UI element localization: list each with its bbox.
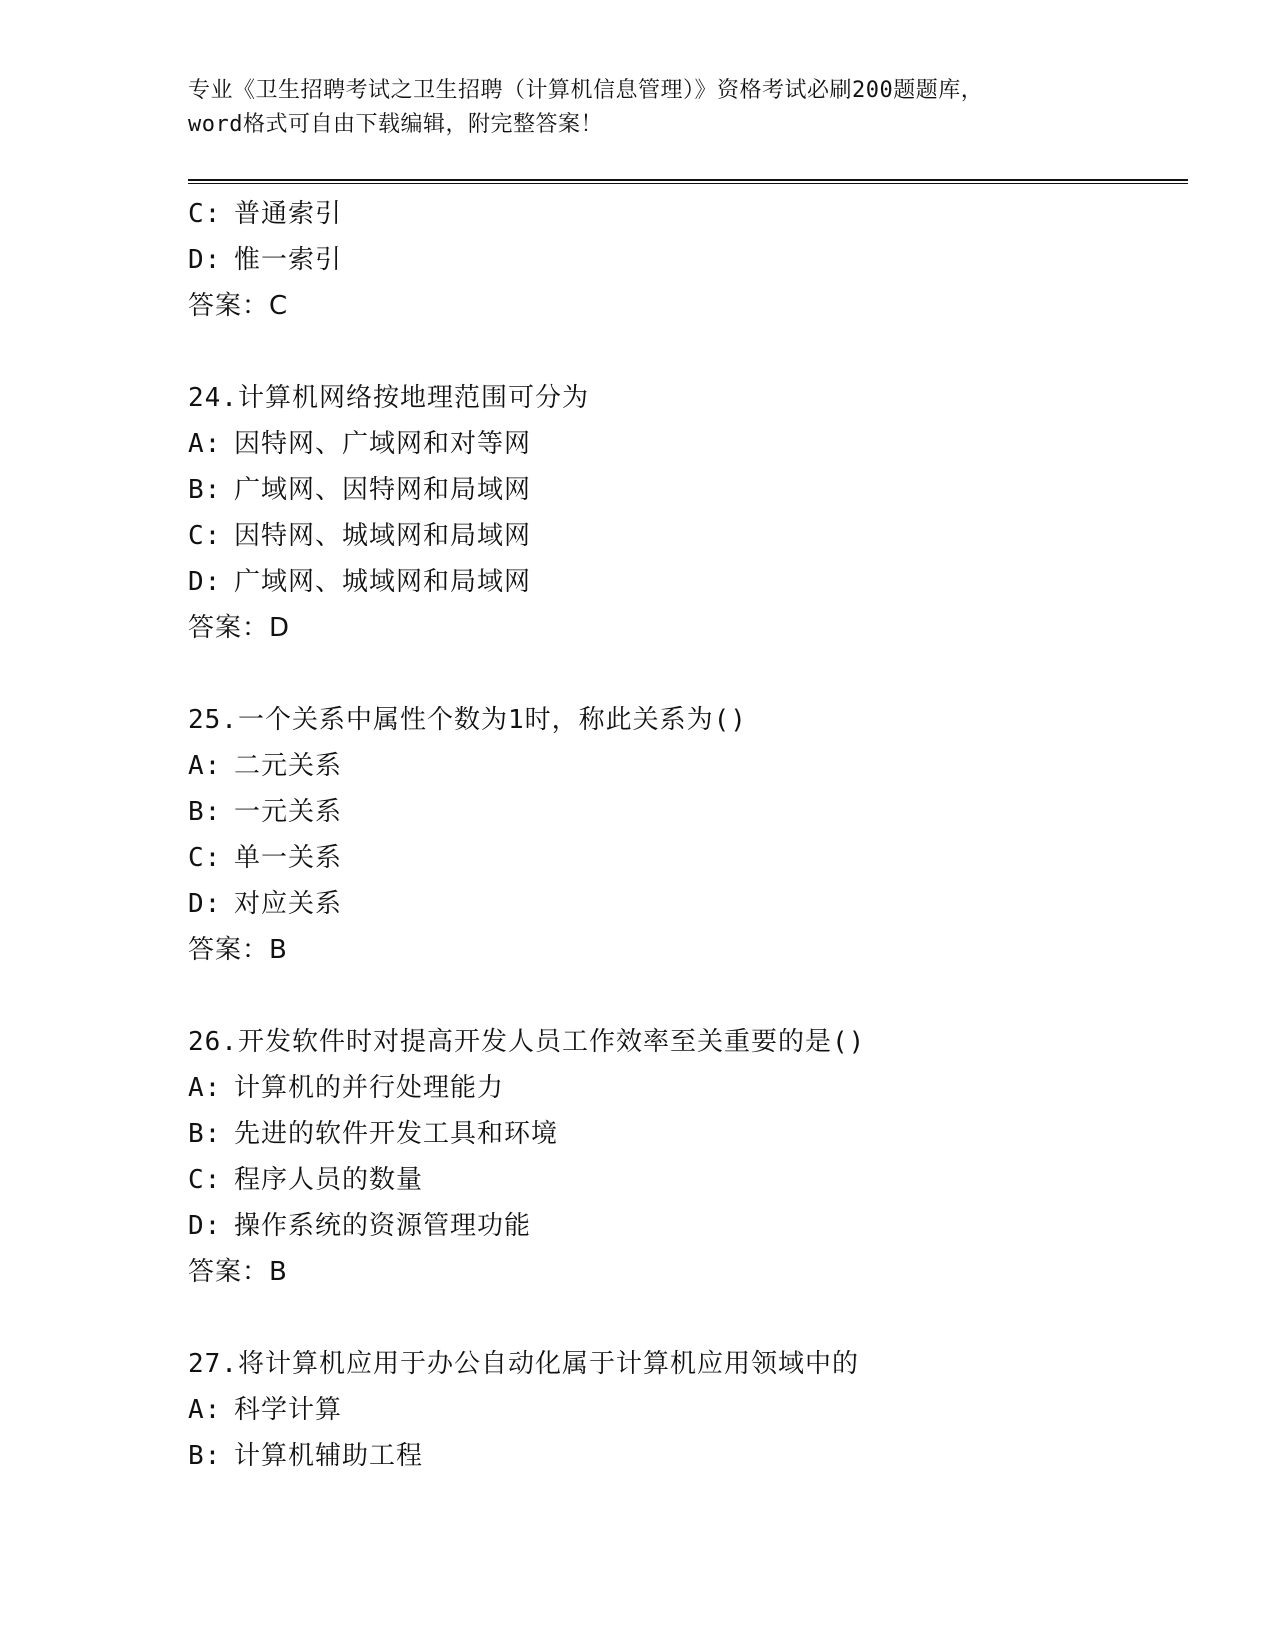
option-row: [188, 881, 1188, 927]
option-key: C:: [188, 1165, 222, 1195]
question-spacer: [188, 329, 1188, 375]
option-key: C:: [188, 199, 222, 229]
option-text: 操作系统的资源管理功能: [234, 1211, 532, 1241]
option-text: 单一关系: [234, 843, 343, 873]
option-text: 因特网、城域网和局域网: [234, 521, 532, 551]
answer-line: 答案：B: [188, 1257, 288, 1287]
question-stem: 24.计算机网络按地理范围可分为: [188, 383, 589, 413]
option-key: B:: [188, 797, 222, 827]
option-row: [188, 835, 1188, 881]
option-row: [188, 1111, 1188, 1157]
option-text: 广域网、因特网和局域网: [234, 475, 532, 505]
option-key: B:: [188, 1119, 222, 1149]
option-row: [188, 789, 1188, 835]
option-key: A:: [188, 751, 222, 781]
option-text: 一元关系: [234, 797, 343, 827]
option-row: [188, 1433, 1188, 1479]
question-spacer: [188, 973, 1188, 1019]
option-key: B:: [188, 475, 222, 505]
option-row: [188, 1203, 1188, 1249]
option-text: 因特网、广域网和对等网: [234, 429, 532, 459]
question-spacer: [188, 1295, 1188, 1341]
option-key: A:: [188, 1073, 222, 1103]
question-spacer: [188, 651, 1188, 697]
question-content: [188, 191, 1188, 1479]
question-stem: 25.一个关系中属性个数为1时，称此关系为(): [188, 705, 747, 735]
option-row: [188, 743, 1188, 789]
option-text: 二元关系: [234, 751, 343, 781]
answer-line: 答案：D: [188, 613, 291, 643]
option-text: 程序人员的数量: [234, 1165, 424, 1195]
option-key: D:: [188, 567, 222, 597]
option-text: 计算机辅助工程: [234, 1441, 424, 1471]
option-text: 普通索引: [234, 199, 343, 229]
header-divider: [188, 179, 1188, 184]
option-text: 先进的软件开发工具和环境: [234, 1119, 559, 1149]
option-text: 对应关系: [234, 889, 343, 919]
option-row: [188, 467, 1188, 513]
option-row: [188, 559, 1188, 605]
option-text: 计算机的并行处理能力: [234, 1073, 505, 1103]
header-title-line-2: word格式可自由下载编辑，附完整答案！: [188, 112, 603, 137]
option-text: 科学计算: [234, 1395, 343, 1425]
question-stem: 27.将计算机应用于办公自动化属于计算机应用领域中的: [188, 1349, 859, 1379]
answer-line: 答案：B: [188, 935, 288, 965]
option-row: [188, 191, 1188, 237]
option-key: D:: [188, 889, 222, 919]
option-text: 惟一索引: [234, 245, 343, 275]
header-title-line-1: 专业《卫生招聘考试之卫生招聘（计算机信息管理）》资格考试必刷200题题库，: [188, 78, 984, 103]
option-row: [188, 237, 1188, 283]
option-key: C:: [188, 521, 222, 551]
document-header: [188, 74, 1088, 142]
option-row: [188, 1065, 1188, 1111]
question-stem: 26.开发软件时对提高开发人员工作效率至关重要的是(): [188, 1027, 866, 1057]
option-key: A:: [188, 429, 222, 459]
option-key: D:: [188, 245, 222, 275]
option-row: [188, 1157, 1188, 1203]
option-row: [188, 513, 1188, 559]
option-key: A:: [188, 1395, 222, 1425]
option-key: B:: [188, 1441, 222, 1471]
answer-line: 答案：C: [188, 291, 289, 321]
option-row: [188, 1387, 1188, 1433]
option-key: C:: [188, 843, 222, 873]
option-text: 广域网、城域网和局域网: [234, 567, 532, 597]
option-key: D:: [188, 1211, 222, 1241]
option-row: [188, 421, 1188, 467]
